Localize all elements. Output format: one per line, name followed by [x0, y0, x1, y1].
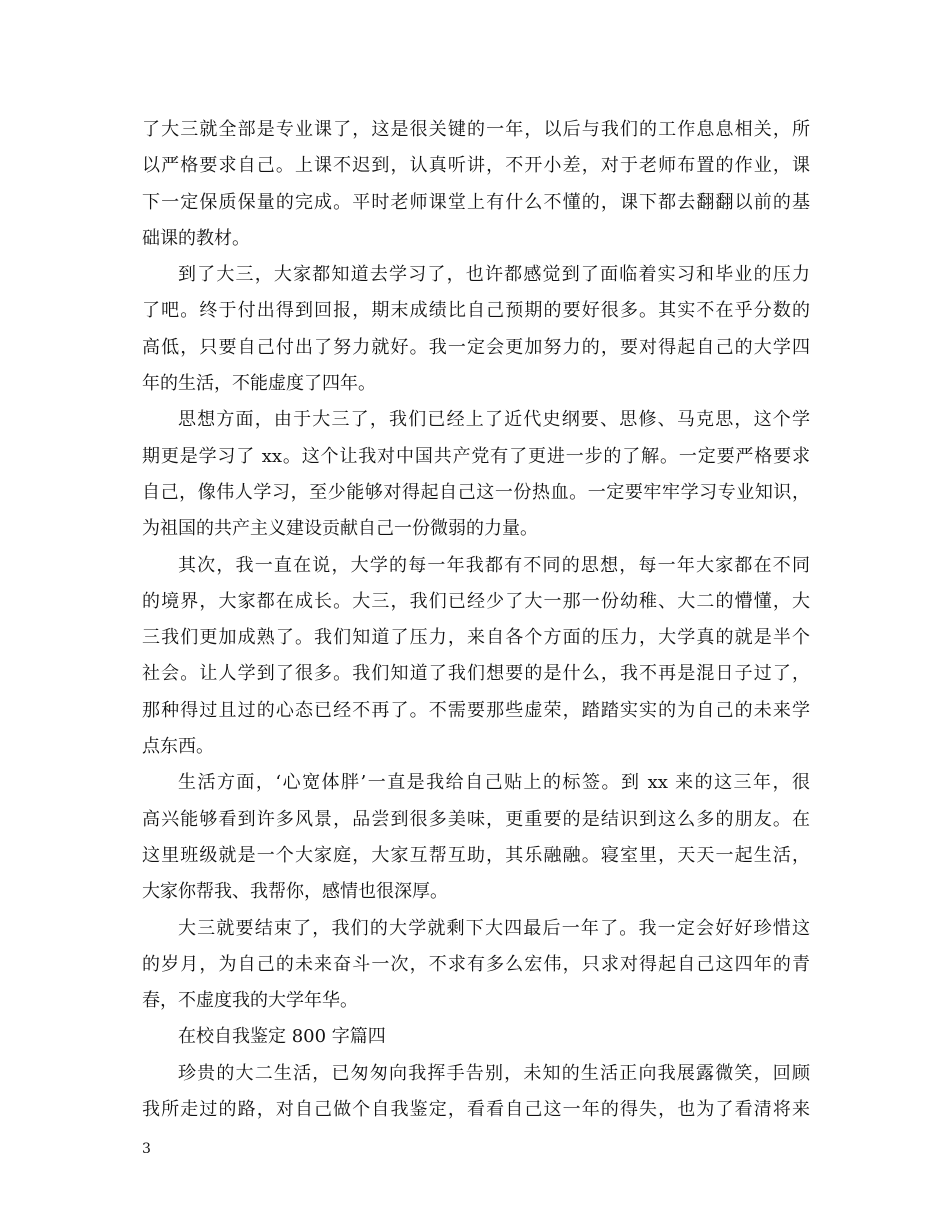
text-line: 了吧。终于付出得到回报，期末成绩比自己预期的要好很多。其实不在乎分数的 — [142, 300, 810, 322]
paragraph-first-line: 思想方面，由于大三了，我们已经上了近代史纲要、思修、马克思，这个学 — [178, 409, 810, 431]
text-line: 高低，只要自己付出了努力就好。我一定会更加努力的，要对得起自己的大学四 — [142, 336, 810, 358]
paragraph-first-line: 大三就要结束了，我们的大学就剩下大四最后一年了。我一定会好好珍惜这 — [178, 917, 810, 939]
text-line: 期更是学习了 xx。这个让我对中国共产党有了更进一步的了解。一定要严格要求 — [142, 445, 810, 467]
document-body — [142, 112, 810, 1128]
text-line: 自己，像伟人学习，至少能够对得起自己这一份热血。一定要牢牢学习专业知识， — [142, 481, 810, 503]
text-line: 大家你帮我、我帮你，感情也很深厚。 — [142, 881, 448, 903]
paragraph-first-line: 其次，我一直在说，大学的每一年我都有不同的思想，每一年大家都在不同 — [178, 554, 810, 576]
text-line: 春，不虚度我的大学年华。 — [142, 990, 358, 1012]
text-line: 那种得过且过的心态已经不再了。不需要那些虚荣，踏踏实实的为自己的未来学 — [142, 699, 810, 721]
text-line: 的境界，大家都在成长。大三，我们已经少了大一那一份幼稚、大二的懵懂，大 — [142, 590, 810, 612]
paragraph-first-line: 生活方面，‘心宽体胖’一直是我给自己贴上的标签。到 xx 来的这三年，很 — [178, 772, 810, 794]
page-number: 3 — [142, 1141, 151, 1157]
text-line: 以严格要求自己。上课不迟到，认真听讲，不开小差，对于老师布置的作业，课 — [142, 155, 810, 177]
text-line: 点东西。 — [142, 736, 214, 758]
text-line: 我所走过的路，对自己做个自我鉴定，看看自己这一年的得失，也为了看清将来 — [142, 1099, 810, 1121]
text-line: 社会。让人学到了很多。我们知道了我们想要的是什么，我不再是混日子过了， — [142, 663, 810, 685]
text-line: 为祖国的共产主义建设贡献自己一份微弱的力量。 — [142, 518, 538, 540]
paragraph-first-line: 珍贵的大二生活，已匆匆向我挥手告别，未知的生活正向我展露微笑，回顾 — [178, 1062, 810, 1084]
text-line: 了大三就全部是专业课了，这是很关键的一年，以后与我们的工作息息相关，所 — [142, 119, 810, 140]
text-line: 年的生活，不能虚度了四年。 — [142, 373, 376, 395]
text-line: 这里班级就是一个大家庭，大家互帮互助，其乐融融。寝室里，天天一起生活， — [142, 844, 810, 866]
text-line: 的岁月，为自己的未来奋斗一次，不求有多么宏伟，只求对得起自己这四年的青 — [142, 953, 810, 975]
text-line: 三我们更加成熟了。我们知道了压力，来自各个方面的压力，大学真的就是半个 — [142, 627, 810, 649]
text-line: 础课的教材。 — [142, 227, 250, 249]
text-line: 高兴能够看到许多风景，品尝到很多美味，更重要的是结识到这么多的朋友。在 — [142, 808, 810, 830]
paragraph-first-line: 到了大三，大家都知道去学习了，也许都感觉到了面临着实习和毕业的压力 — [178, 264, 810, 286]
section-heading: 在校自我鉴定 800 字篇四 — [178, 1026, 386, 1048]
text-line: 下一定保质保量的完成。平时老师课堂上有什么不懂的，课下都去翻翻以前的基 — [142, 191, 810, 213]
